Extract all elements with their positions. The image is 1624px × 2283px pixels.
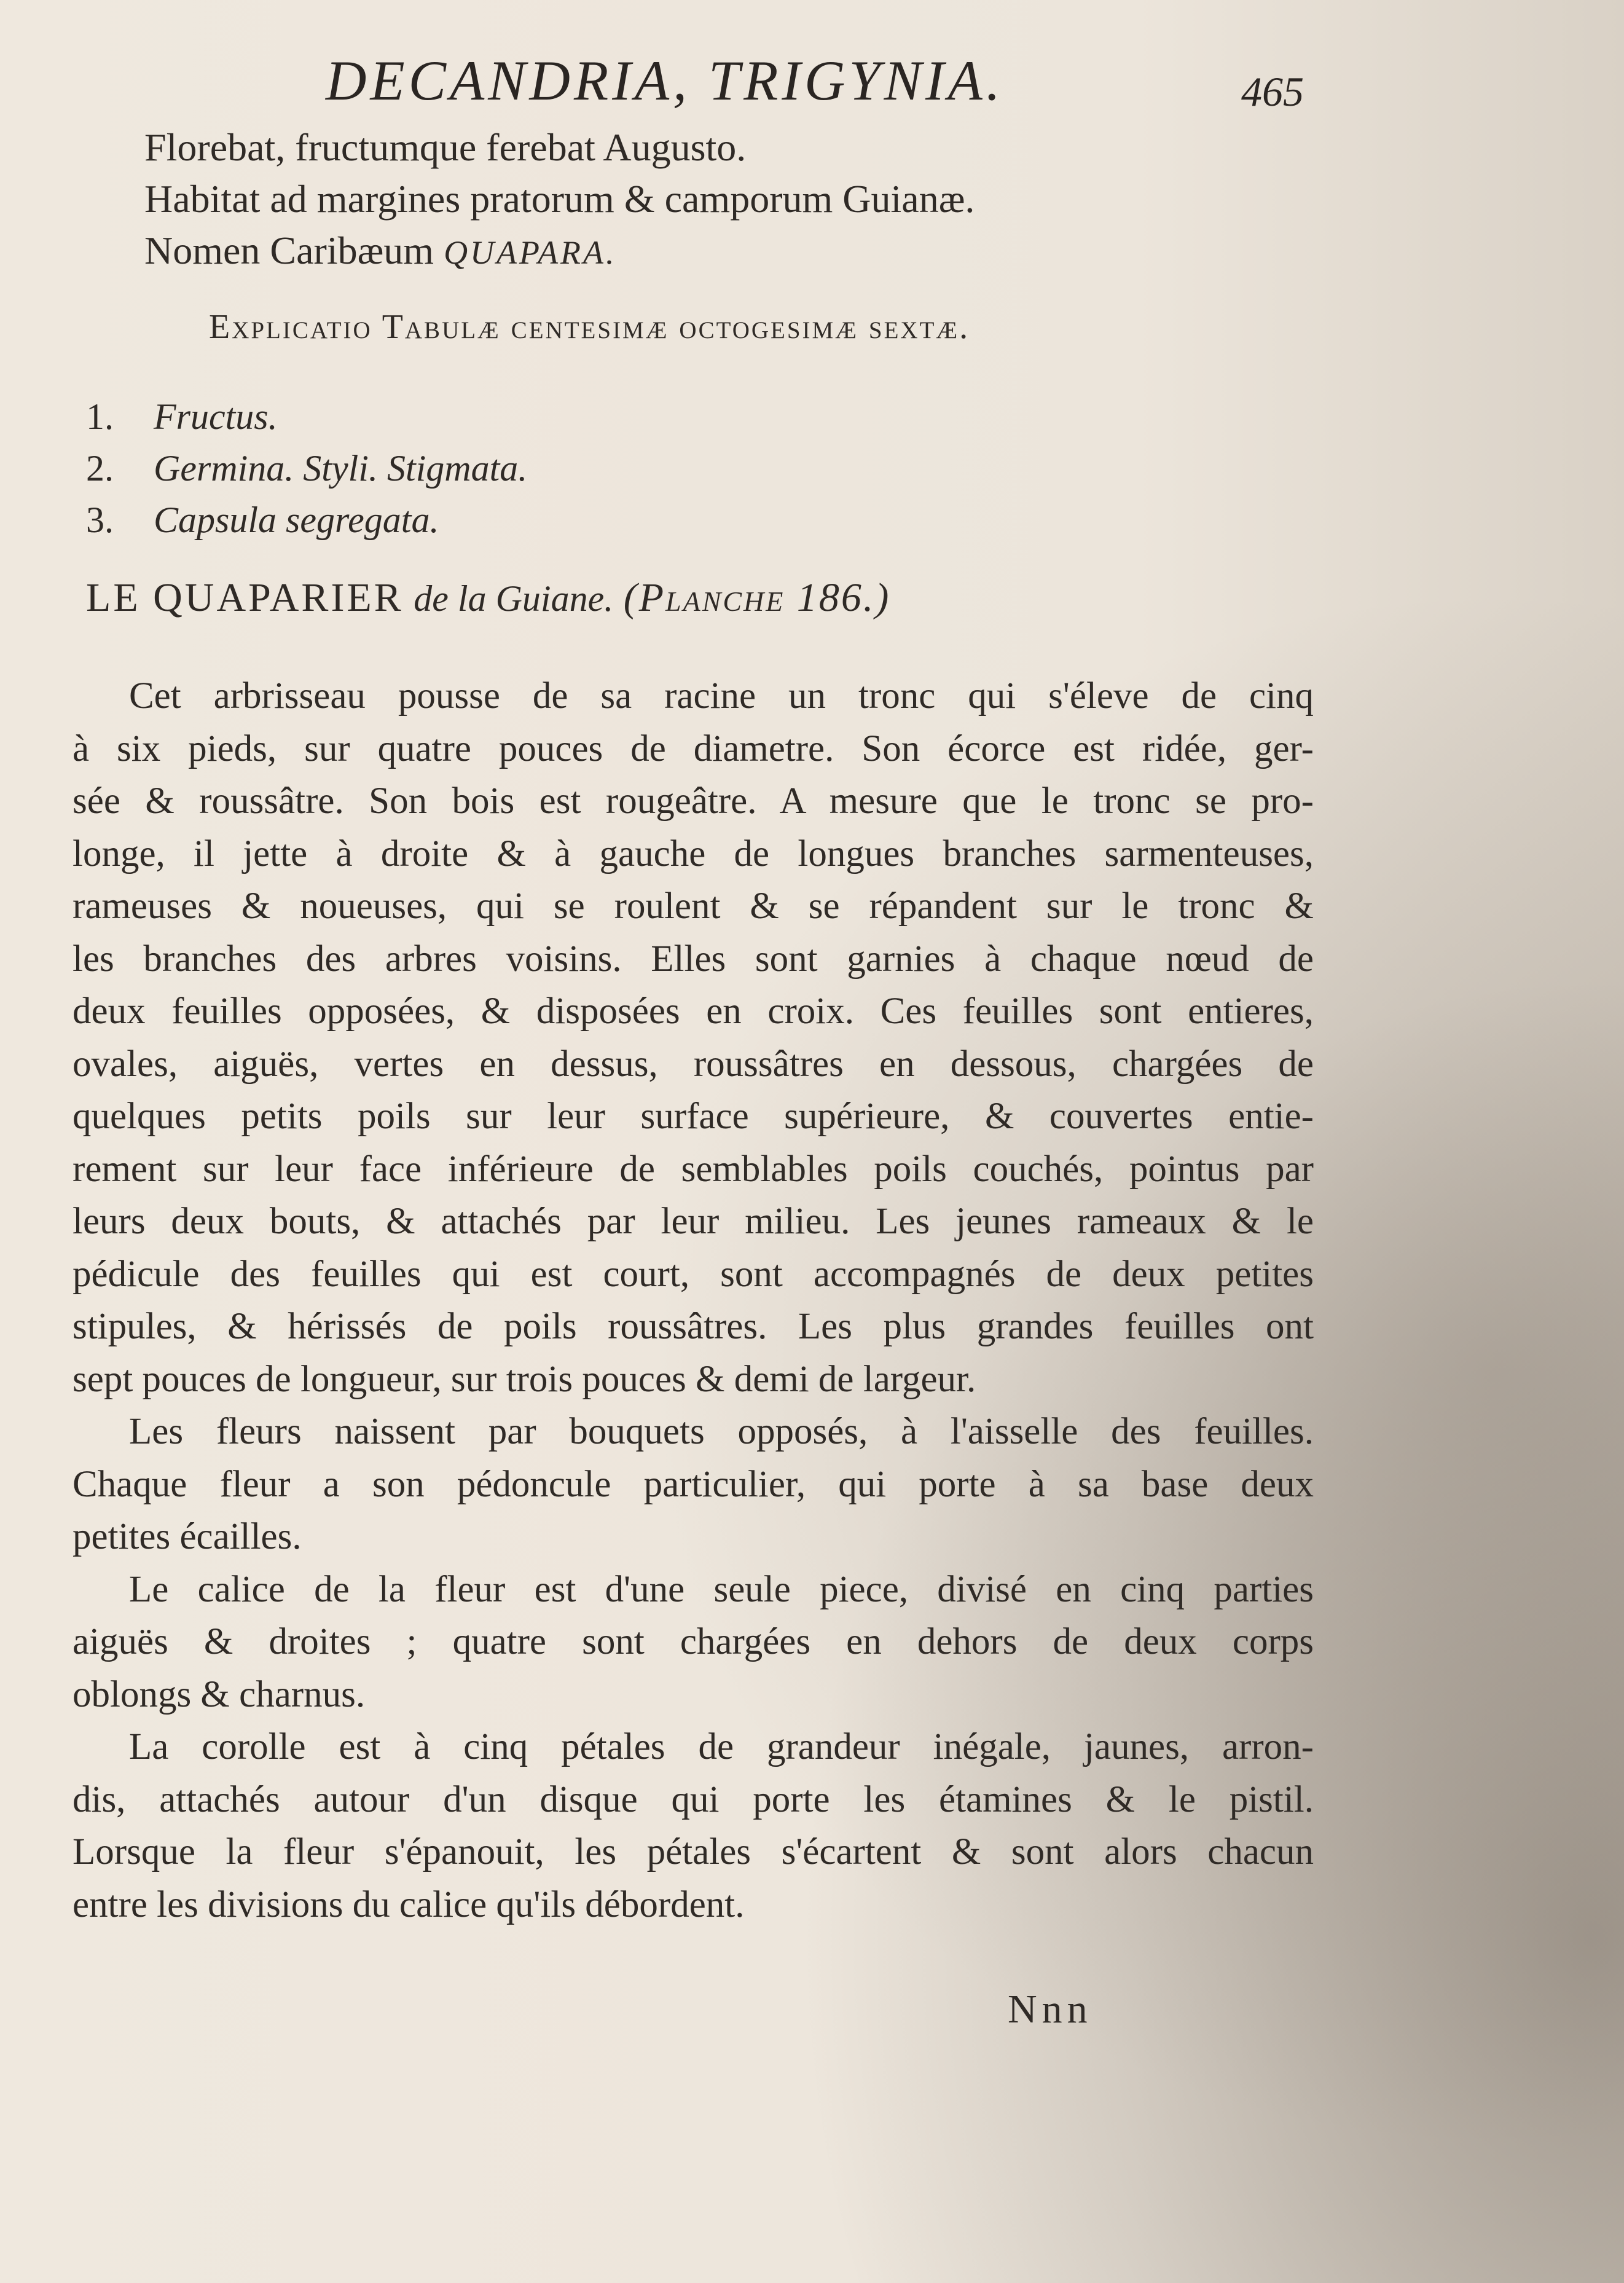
text-line: rement sur leur face inférieure de semblables poils couchés, pointus par: [73, 1148, 1314, 1190]
list-item: [86, 494, 527, 546]
text-line: petites écailles.: [73, 1516, 302, 1557]
item-number: 3.: [86, 500, 114, 540]
text-line: pédicule des feuilles qui est court, sont accompagnés de deux petites: [73, 1253, 1314, 1295]
list-item: [86, 442, 527, 494]
list-item: [86, 391, 527, 442]
text-line: Le calice de la fleur est d'une seule piece, divisé en cinq parties: [129, 1568, 1314, 1610]
text-line: sept pouces de longueur, sur trois pouces & demi de largeur.: [73, 1358, 976, 1400]
item-number: 1.: [86, 396, 114, 437]
text-line: Les fleurs naissent par bouquets opposés, à l'aisselle des feuilles.: [129, 1411, 1314, 1452]
plate-explanation-list: [86, 391, 527, 546]
intro-line-habitat: Habitat ad margines pratorum & camporum Guianæ.: [144, 177, 975, 221]
text-line: dis, attachés autour d'un disque qui porte les étamines & le pistil.: [73, 1778, 1314, 1820]
signature-mark: Nnn: [1008, 1987, 1092, 2032]
text-line: deux feuilles opposées, & disposées en croix. Ces feuilles sont entieres,: [73, 991, 1314, 1032]
intro-name-prefix: Nomen Caribæum: [144, 229, 444, 272]
text-line: oblongs & charnus.: [73, 1673, 366, 1715]
text-line: rameuses & noueuses, qui se roulent & se répandent sur le tronc &: [73, 886, 1314, 927]
plate-explanation-title: Explicatio Tabulæ centesimæ octogesimæ sextæ.: [209, 308, 970, 346]
plate-reference: (Planche 186.): [623, 575, 891, 620]
species-name: LE QUAPARIER: [86, 575, 404, 620]
text-line: à six pieds, sur quatre pouces de diametre. Son écorce est ridée, ger-: [73, 728, 1314, 769]
running-header: DECANDRIA, TRIGYNIA.: [326, 49, 1004, 112]
item-text: Capsula segregata.: [154, 500, 439, 540]
text-line: sée & roussâtre. Son bois est rougeâtre. A mesure que le tronc se pro-: [73, 780, 1314, 822]
text-line: leurs deux bouts, & attachés par leur milieu. Les jeunes rameaux & le: [73, 1201, 1314, 1242]
text-line: stipules, & hérissés de poils roussâtres. Les plus grandes feuilles ont: [73, 1306, 1314, 1347]
description-text: [73, 670, 1314, 1931]
item-text: Germina. Styli. Stigmata.: [154, 448, 528, 489]
intro-line-name: [144, 225, 975, 278]
text-line: La corolle est à cinq pétales de grandeur inégale, jaunes, arron-: [129, 1726, 1314, 1767]
text-line: aiguës & droites ; quatre sont chargées en dehors de deux corps: [73, 1621, 1314, 1662]
text-line: entre les divisions du calice qu'ils débordent.: [73, 1884, 745, 1925]
caribbean-name: QUAPARA.: [444, 234, 617, 271]
species-heading: [86, 575, 890, 621]
text-line: ovales, aiguës, vertes en dessus, roussâtres en dessous, chargées de: [73, 1043, 1314, 1085]
species-locality: de la Guiane.: [414, 578, 614, 619]
intro-block: [144, 122, 975, 278]
text-line: quelques petits poils sur leur surface supérieure, & couvertes entie-: [73, 1096, 1314, 1137]
text-line: les branches des arbres voisins. Elles sont garnies à chaque nœud de: [73, 938, 1314, 980]
text-line: longe, il jette à droite & à gauche de longues branches sarmenteuses,: [73, 833, 1314, 874]
item-text: Fructus.: [154, 396, 278, 437]
page-number: 465: [1241, 68, 1304, 115]
text-line: Cet arbrisseau pousse de sa racine un tronc qui s'éleve de cinq: [129, 675, 1314, 717]
item-number: 2.: [86, 448, 114, 489]
intro-line-flowering: Florebat, fructumque ferebat Augusto.: [144, 125, 747, 169]
text-line: Lorsque la fleur s'épanouit, les pétales s'écartent & sont alors chacun: [73, 1831, 1314, 1872]
text-line: Chaque fleur a son pédoncule particulier, qui porte à sa base deux: [73, 1463, 1314, 1505]
